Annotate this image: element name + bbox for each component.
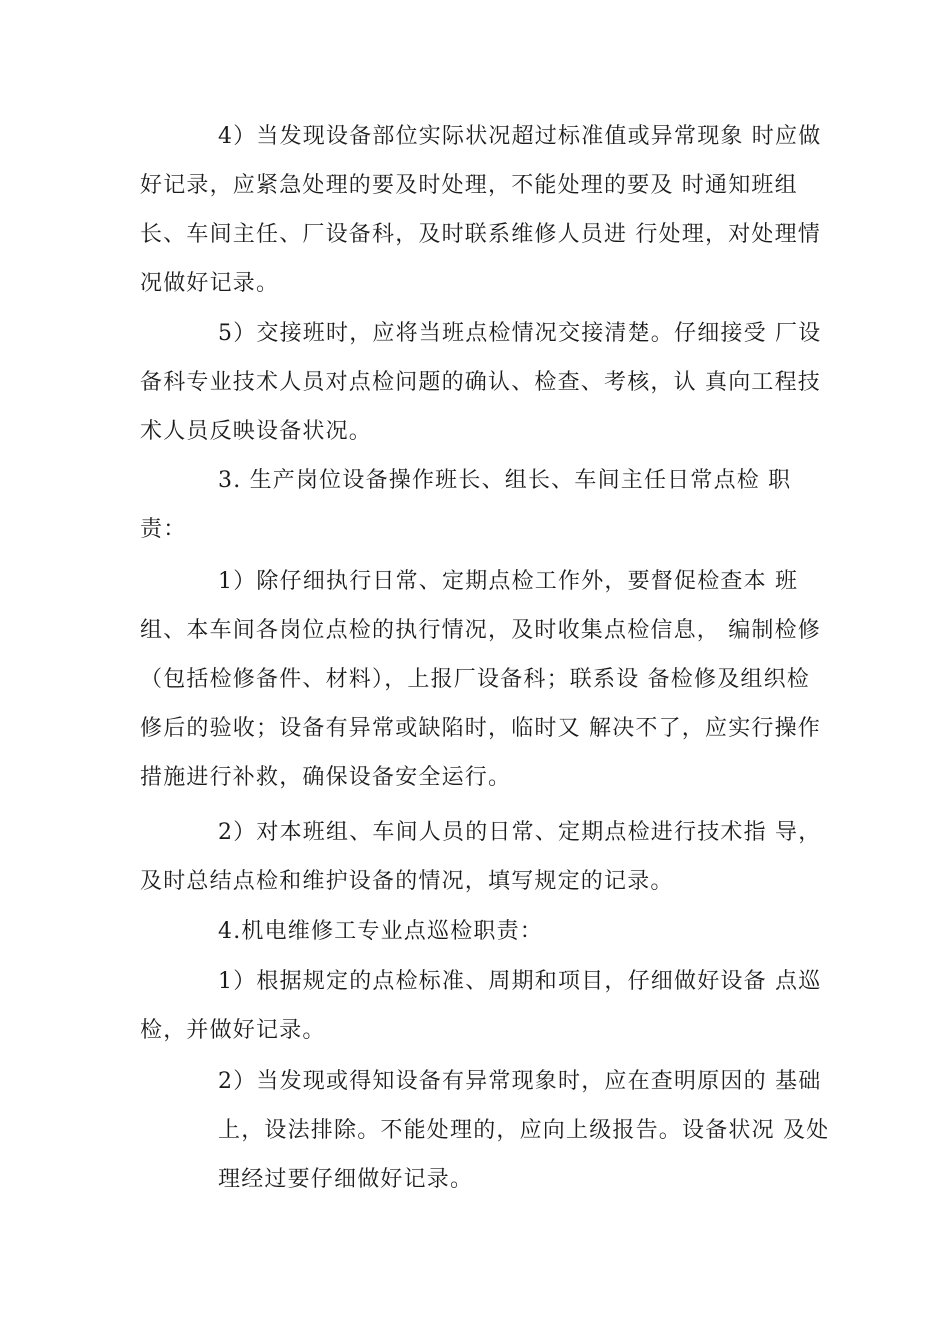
- text-line: 1）根据规定的点检标准、周期和项目，仔细做好设备 点巡: [218, 969, 822, 994]
- paragraph-section4-item-2: [140, 1057, 850, 1204]
- section-heading-3: [140, 456, 850, 554]
- text-line: 上，设法排除。不能处理的，应向上级报告。设备状况 及处: [218, 1118, 830, 1143]
- text-line: 理经过要仔细做好记录。: [218, 1167, 474, 1192]
- paragraph-section3-item-1: [140, 557, 850, 802]
- text-line: 3. 生产岗位设备操作班长、组长、车间主任日常点检 职: [218, 468, 792, 493]
- text-line: 修后的验收；设备有异常或缺陷时，临时又 解决不了，应实行操作: [140, 716, 821, 741]
- text-line: 5）交接班时，应将当班点检情况交接清楚。仔细接受 厂设: [218, 321, 822, 346]
- text-line: 4）当发现设备部位实际状况超过标准值或异常现象 时应做: [218, 124, 822, 149]
- text-line: 责：: [140, 517, 187, 542]
- text-line: 2）对本班组、车间人员的日常、定期点检进行技术指 导，: [218, 820, 822, 845]
- section-heading-4: [140, 907, 850, 956]
- text-line: 2）当发现或得知设备有异常现象时，应在查明原因的 基础: [218, 1069, 822, 1094]
- paragraph-item-5: [140, 309, 850, 456]
- text-line: 长、车间主任、厂设备科，及时联系维修人员进 行处理，对处理情: [140, 222, 821, 247]
- text-line: 1）除仔细执行日常、定期点检工作外，要督促检查本 班: [218, 569, 799, 594]
- text-line: 4.机电维修工专业点巡检职责：: [218, 919, 543, 944]
- paragraph-section4-item-1: [140, 957, 850, 1055]
- text-line: 组、本车间各岗位点检的执行情况，及时收集点检信息， 编制检修: [140, 618, 821, 643]
- text-line: 检，并做好记录。: [140, 1018, 326, 1043]
- text-line: 况做好记录。: [140, 271, 280, 296]
- text-line: （包括检修备件、材料），上报厂设备科；联系设 备检修及组织检: [140, 667, 810, 692]
- text-line: 措施进行补救，确保设备安全运行。: [140, 765, 512, 790]
- text-line: 好记录，应紧急处理的要及时处理，不能处理的要及 时通知班组: [140, 173, 798, 198]
- text-line: 备科专业技术人员对点检问题的确认、检查、考核，认 真向工程技: [140, 370, 821, 395]
- text-line: 及时总结点检和维护设备的情况，填写规定的记录。: [140, 869, 674, 894]
- text-line: 术人员反映设备状况。: [140, 419, 373, 444]
- paragraph-section3-item-2: [140, 808, 850, 906]
- paragraph-item-4: [140, 112, 850, 308]
